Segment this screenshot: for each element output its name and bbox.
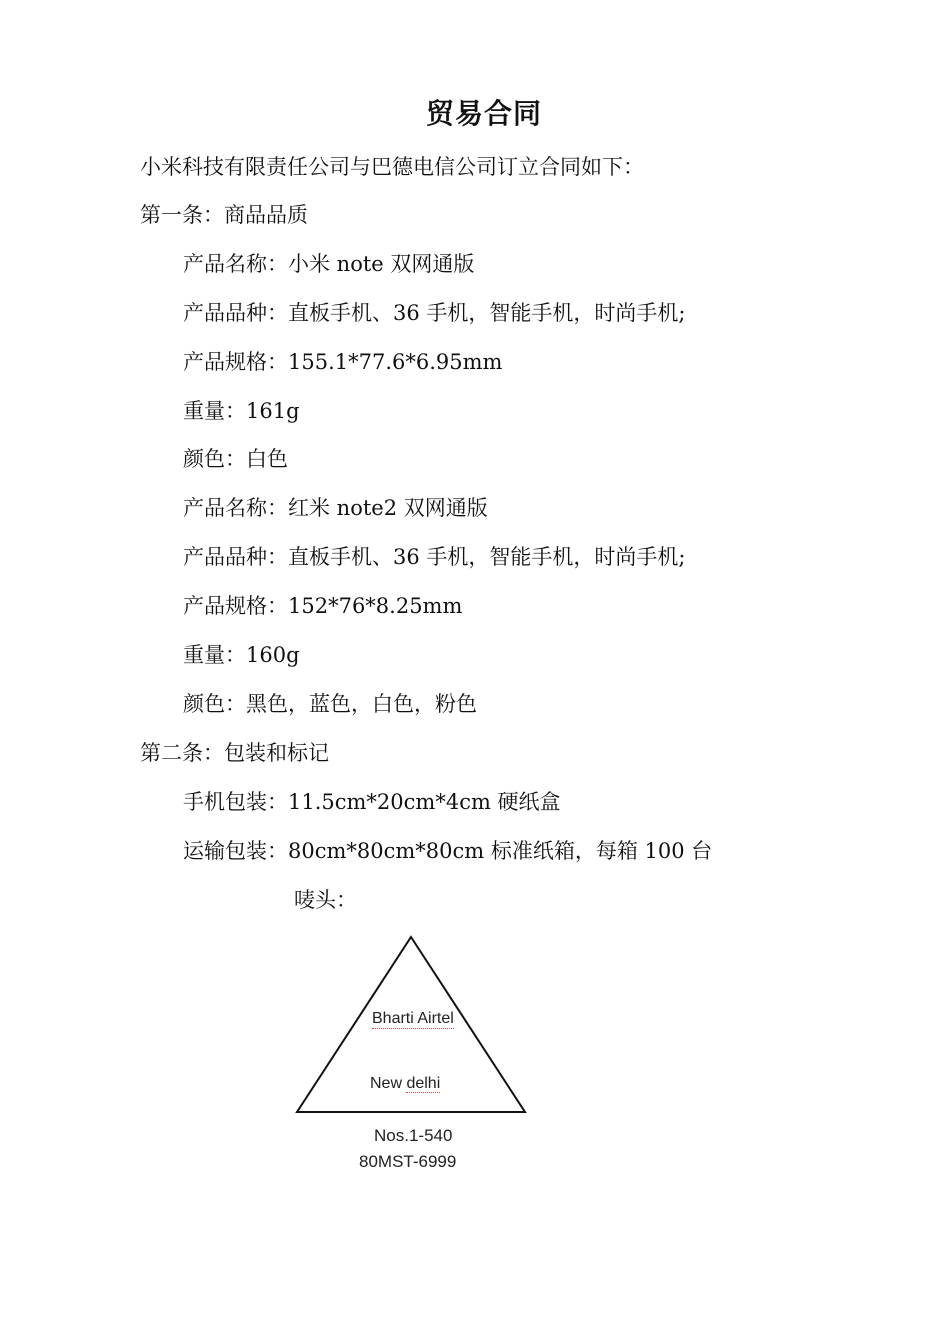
intro-line: 小米科技有限责任公司与巴德电信公司订立合同如下： [140,155,644,179]
article1-heading: 第一条：商品品质 [140,203,308,227]
product1-color: 颜色：白色 [183,447,288,471]
shipping-packaging: 运输包装：80cm*80cm*80cm 标准纸箱，每箱 100 台 [183,839,713,863]
product1-weight: 重量：161g [183,399,300,423]
product2-color: 颜色：黑色，蓝色，白色，粉色 [183,692,477,716]
phone-packaging: 手机包装：11.5cm*20cm*4cm 硬纸盒 [183,790,561,814]
shipping-mark [290,930,535,1180]
mark-city [370,1075,440,1093]
product2-name: 产品名称：红米 note2 双网通版 [183,496,488,520]
product1-name: 产品名称：小米 note 双网通版 [183,252,475,276]
mark-nos: Nos.1-540 [374,1126,453,1145]
product1-variety: 产品品种：直板手机、36 手机，智能手机，时尚手机; [183,301,686,325]
shipping-mark-label: 唛头： [294,888,357,912]
product2-weight: 重量：160g [183,643,300,667]
mark-code: 80MST-6999 [359,1152,457,1171]
product1-spec: 产品规格：155.1*77.6*6.95mm [183,350,503,374]
mark-brand: Bharti Airtel [372,1010,454,1027]
product2-variety: 产品品种：直板手机、36 手机，智能手机，时尚手机; [183,545,686,569]
mark-city-prefix: New [370,1075,407,1092]
mark-city-word: delhi [406,1075,441,1092]
product2-spec: 产品规格：152*76*8.25mm [183,594,463,618]
document-title: 贸易合同 [425,97,542,130]
article2-heading: 第二条：包装和标记 [140,741,329,765]
